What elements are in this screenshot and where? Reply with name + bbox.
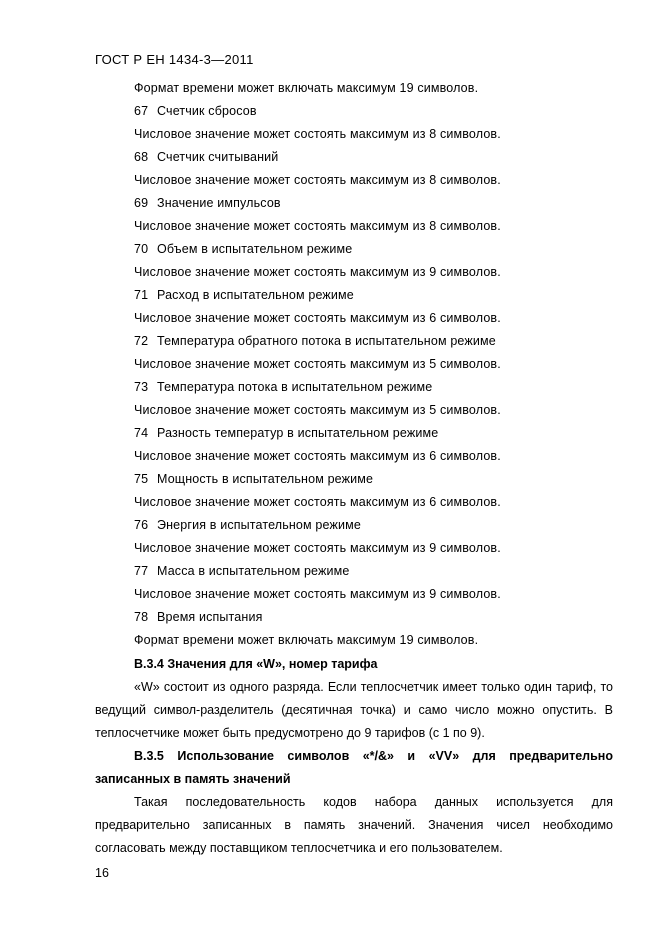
item-description: Числовое значение может состоять максимум из 9 символов. <box>134 541 501 555</box>
item-title: Разность температур в испытательном режиме <box>157 426 439 440</box>
item-title: Температура потока в испытательном режиме <box>157 380 433 394</box>
item-description: Числовое значение может состоять максимум из 9 символов. <box>134 265 501 279</box>
item-number: 73 <box>134 380 149 394</box>
item-title: Мощность в испытательном режиме <box>157 472 374 486</box>
section-b35-title: В.3.5 Использование символов «*/&» и «VV» для предварительно записанных в память значений <box>95 749 613 786</box>
item-title: Масса в испытательном режиме <box>157 564 350 578</box>
item-title-row <box>0 422 661 445</box>
item-description: Числовое значение может состоять максимум из 9 символов. <box>134 587 501 601</box>
item-number: 69 <box>134 196 149 210</box>
item-title-row <box>0 560 661 583</box>
document-code: ГОСТ Р ЕН 1434-3—2011 <box>95 52 254 67</box>
item-description: Числовое значение может состоять максимум из 6 символов. <box>134 495 501 509</box>
page-number: 16 <box>95 866 109 880</box>
item-title-row <box>0 146 661 169</box>
item-title-row <box>0 606 661 629</box>
item-description: Числовое значение может состоять максимум из 5 символов. <box>134 357 501 371</box>
item-title: Температура обратного потока в испытательном режиме <box>157 334 496 348</box>
item-title: Энергия в испытательном режиме <box>157 518 361 532</box>
item-description: Числовое значение может состоять максимум из 5 символов. <box>134 403 501 417</box>
item-number: 68 <box>134 150 149 164</box>
item-description: Числовое значение может состоять максимум из 6 символов. <box>134 449 501 463</box>
item-number: 77 <box>134 564 149 578</box>
item-title: Расход в испытательном режиме <box>157 288 354 302</box>
item-title-row <box>0 238 661 261</box>
item-description: Числовое значение может состоять максимум из 8 символов. <box>134 173 501 187</box>
item-title: Счетчик считываний <box>157 150 279 164</box>
item-number: 74 <box>134 426 149 440</box>
section-b34-title: В.3.4 Значения для «W», номер тарифа <box>134 657 378 671</box>
section-b35-body: Такая последовательность кодов набора данных используется для предварительно записанных в память значений. Значения чисел необходимо согласовать между поставщиком теплосчетчика и его пользователем. <box>95 795 613 855</box>
item-title-row <box>0 468 661 491</box>
item-title: Объем в испытательном режиме <box>157 242 353 256</box>
item-number: 72 <box>134 334 149 348</box>
content <box>0 77 661 860</box>
item-number: 78 <box>134 610 149 624</box>
item-title-row <box>0 192 661 215</box>
item-title: Счетчик сбросов <box>157 104 257 118</box>
item-number: 71 <box>134 288 149 302</box>
item-description: Числовое значение может состоять максимум из 6 символов. <box>134 311 501 325</box>
item-list <box>0 100 661 652</box>
item-number: 70 <box>134 242 149 256</box>
item-description: Числовое значение может состоять максимум из 8 символов. <box>134 219 501 233</box>
item-description: Числовое значение может состоять максимум из 8 символов. <box>134 127 501 141</box>
item-title-row <box>0 284 661 307</box>
section-b34-body: «W» состоит из одного разряда. Если теплосчетчик имеет только один тариф, то ведущий символ-разделитель (десятичная точка) и само число можно опустить. В теплосчетчике может быть предусмотрено до 9 тарифов (с 1 по 9). <box>95 680 613 740</box>
item-number: 67 <box>134 104 149 118</box>
intro-line: Формат времени может включать максимум 19 символов. <box>134 81 479 95</box>
item-title-row <box>0 100 661 123</box>
item-title-row <box>0 330 661 353</box>
item-title-row <box>0 514 661 537</box>
item-number: 75 <box>134 472 149 486</box>
item-title: Значение импульсов <box>157 196 281 210</box>
item-number: 76 <box>134 518 149 532</box>
item-description: Формат времени может включать максимум 19 символов. <box>134 633 479 647</box>
item-title-row <box>0 376 661 399</box>
item-title: Время испытания <box>157 610 263 624</box>
